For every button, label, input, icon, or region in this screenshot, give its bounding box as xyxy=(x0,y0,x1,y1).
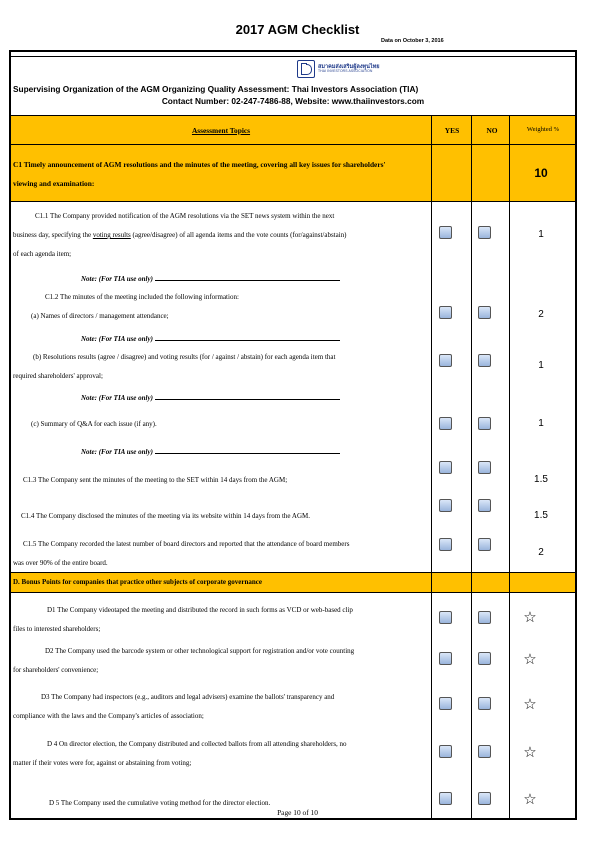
d4-star-icon: ☆ xyxy=(523,743,537,761)
c12b-no-checkbox[interactable] xyxy=(478,354,491,367)
section-c1-title-line1: C1 Timely announcement of AGM resolutions and the minutes of the meeting, covering all key issues for shareholders' xyxy=(13,160,386,169)
d1-no-checkbox[interactable] xyxy=(478,611,491,624)
d1-yes-checkbox[interactable] xyxy=(439,611,452,624)
c12c-yes-checkbox[interactable] xyxy=(439,417,452,430)
column-divider xyxy=(471,115,472,820)
c12b-weight: 1 xyxy=(538,360,544,371)
column-divider xyxy=(509,115,510,820)
header-no: NO xyxy=(486,126,498,135)
note-field[interactable]: Note: (For TIA use only) xyxy=(81,446,340,456)
page-number: Page 10 of 10 xyxy=(277,808,318,817)
d1-line1: D1 The Company videotaped the meeting and distributed the record in such forms as VCD or web-based clip xyxy=(47,606,353,614)
c11-line1: C1.1 The Company provided notification of the AGM resolutions via the SET news system within the next xyxy=(35,212,335,220)
c13-text: C1.3 The Company sent the minutes of the meeting to the SET within 14 days from the AGM; xyxy=(23,476,288,484)
d5-no-checkbox[interactable] xyxy=(478,792,491,805)
contact-line: Contact Number: 02-247-7486-88, Website: www.thaiinvestors.com xyxy=(161,96,425,106)
d2-yes-checkbox[interactable] xyxy=(439,652,452,665)
note-field[interactable]: Note: (For TIA use only) xyxy=(81,273,340,283)
d1-star-icon: ☆ xyxy=(523,608,537,626)
c12-intro: C1.2 The minutes of the meeting included the following information: xyxy=(45,293,239,301)
c11-line3: of each agenda item; xyxy=(13,250,72,258)
d2-line1: D2 The Company used the barcode system or other technological support for registration and/or vote counting xyxy=(45,647,355,655)
note-field[interactable]: Note: (For TIA use only) xyxy=(81,392,340,402)
page-title: 2017 AGM Checklist xyxy=(235,22,360,37)
c14-no-checkbox[interactable] xyxy=(478,499,491,512)
d4-no-checkbox[interactable] xyxy=(478,745,491,758)
d4-line2: matter if their votes were for, against or abstaining from voting; xyxy=(13,759,192,767)
c14-yes-checkbox[interactable] xyxy=(439,499,452,512)
c13-no-checkbox[interactable] xyxy=(478,461,491,474)
c15-yes-checkbox[interactable] xyxy=(439,538,452,551)
section-c1-title-line2: viewing and examination: xyxy=(13,179,95,188)
section-c1-weight: 10 xyxy=(534,166,548,180)
c15-no-checkbox[interactable] xyxy=(478,538,491,551)
c12a-text: (a) Names of directors / management attendance; xyxy=(31,312,169,320)
c11-weight: 1 xyxy=(538,229,544,240)
d3-no-checkbox[interactable] xyxy=(478,697,491,710)
c12a-no-checkbox[interactable] xyxy=(478,306,491,319)
c11-yes-checkbox[interactable] xyxy=(439,226,452,239)
c12c-text: (c) Summary of Q&A for each issue (if any). xyxy=(31,420,157,428)
c12a-yes-checkbox[interactable] xyxy=(439,306,452,319)
divider xyxy=(11,592,575,593)
c12b-line1: (b) Resolutions results (agree / disagree) and voting results (for / against / abstain) for each agenda item that xyxy=(33,353,336,361)
d3-yes-checkbox[interactable] xyxy=(439,697,452,710)
c11-line2: business day, specifying the voting results (agree/disagree) of all agenda items and the vote counts (for/against/abstain) xyxy=(13,231,347,239)
divider xyxy=(11,115,575,116)
header-weighted: Weighted % xyxy=(526,126,560,133)
c14-weight: 1.5 xyxy=(534,510,548,521)
divider xyxy=(11,201,575,202)
c12c-weight: 1 xyxy=(538,418,544,429)
d5-yes-checkbox[interactable] xyxy=(439,792,452,805)
logo-thai-text: สมาคมส่งเสริมผู้ลงทุนไทย xyxy=(318,64,380,71)
d1-line2: files to interested shareholders; xyxy=(13,625,101,633)
data-date: Data on October 3, 2016 xyxy=(381,38,444,44)
organization-line: Supervising Organization of the AGM Organizing Quality Assessment: Thai Investors Association (TIA) xyxy=(13,84,419,94)
tia-logo-icon xyxy=(297,60,315,78)
header-yes: YES xyxy=(444,126,460,135)
c12b-yes-checkbox[interactable] xyxy=(439,354,452,367)
c12a-weight: 2 xyxy=(538,309,544,320)
divider xyxy=(11,56,575,57)
d5-star-icon: ☆ xyxy=(523,790,537,808)
d2-no-checkbox[interactable] xyxy=(478,652,491,665)
header-assessment-topics: Assessment Topics xyxy=(191,126,251,135)
d2-line2: for shareholders' convenience; xyxy=(13,666,99,674)
d4-line1: D 4 On director election, the Company distributed and collected ballots from all attending shareholders, no xyxy=(47,740,347,748)
c15-line1: C1.5 The Company recorded the latest number of board directors and reported that the attendance of board members xyxy=(23,540,350,548)
c15-line2: was over 90% of the entire board. xyxy=(13,559,108,567)
d4-yes-checkbox[interactable] xyxy=(439,745,452,758)
d2-star-icon: ☆ xyxy=(523,650,537,668)
d3-line2: compliance with the laws and the Company's articles of association; xyxy=(13,712,204,720)
tia-logo xyxy=(297,60,380,78)
column-divider xyxy=(431,115,432,820)
c12c-no-checkbox[interactable] xyxy=(478,417,491,430)
c14-text: C1.4 The Company disclosed the minutes of the meeting via its website within 14 days from the AGM. xyxy=(21,512,310,520)
d3-star-icon: ☆ xyxy=(523,695,537,713)
checklist-frame xyxy=(9,50,577,820)
c11-no-checkbox[interactable] xyxy=(478,226,491,239)
d3-line1: D3 The Company had inspectors (e.g., auditors and legal advisers) examine the ballots' transparency and xyxy=(41,693,335,701)
c13-weight: 1.5 xyxy=(534,474,548,485)
c12b-line2: required shareholders' approval; xyxy=(13,372,103,380)
note-field[interactable]: Note: (For TIA use only) xyxy=(81,333,340,343)
logo-english-text: THAI INVESTORS ASSOCIATION xyxy=(318,69,373,74)
c13-yes-checkbox[interactable] xyxy=(439,461,452,474)
d5-line1: D 5 The Company used the cumulative voting method for the director election. xyxy=(49,799,271,807)
section-d-title: D. Bonus Points for companies that practice other subjects of corporate governance xyxy=(13,578,262,586)
c15-weight: 2 xyxy=(538,547,544,558)
